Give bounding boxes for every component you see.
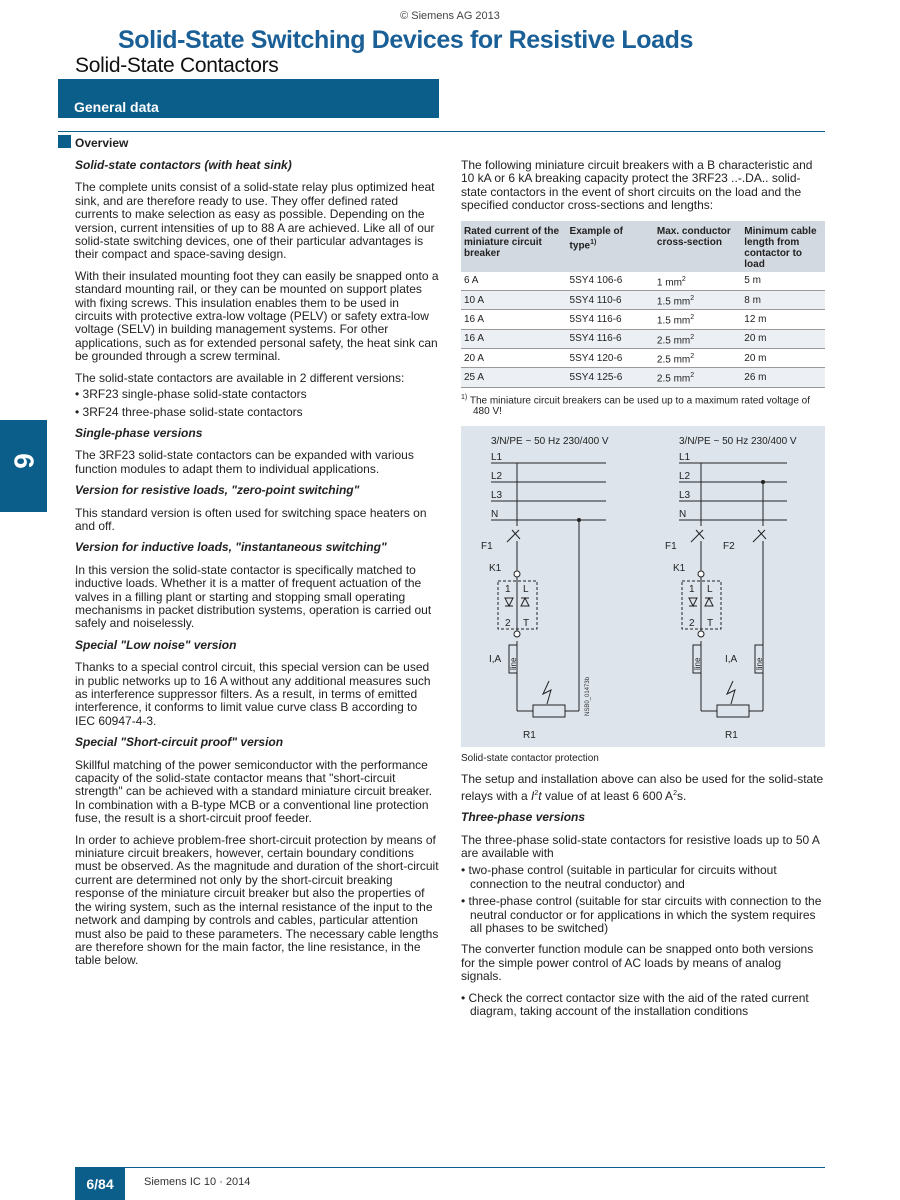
bus-label: L2	[491, 470, 503, 482]
resistor-label: R1	[523, 729, 536, 741]
bus-label: L1	[491, 451, 503, 463]
paragraph: Skillful matching of the power semiconductor with the performance capacity of the solid-state contactor means that "short-circuit strength" can be achieved with a standard miniature circuit breaker. In combination with a B-type MCB or a conventional line protection fuse, the result is a short-circuit proof feeder.	[75, 757, 433, 826]
heading-zero-point: Version for resistive loads, "zero-point switching"	[75, 483, 360, 498]
paragraph: The three-phase solid-state contactors for resistive loads up to 50 A are available with	[461, 832, 820, 860]
line-label: line	[755, 657, 764, 670]
control-label: I,A	[489, 653, 502, 665]
terminal-label: 1	[505, 583, 511, 595]
heading-heat-sink: Solid-state contactors (with heat sink)	[75, 158, 292, 172]
bullet-item: • three-phase control (suitable for star circuits with connection to the neutral conductor or for applications in which the system requires all phases to be switched)	[461, 894, 822, 935]
section-label: General data	[74, 99, 159, 115]
bullet-item: • Check the correct contactor size with the aid of the rated current diagram, taking account of the installation conditions	[461, 990, 809, 1019]
paragraph: The following miniature circuit breakers with a B characteristic and 10 kA or 6 kA breaking capacity protect the 3RF23 ..-.DA.. solid-state contactors in the event of short circuits on the load and the specified conductor cross-sections and lengths:	[461, 158, 813, 213]
diagram-caption: Solid-state contactor protection	[461, 752, 599, 764]
terminal-label: 2	[689, 617, 695, 629]
table-row: 16 A 5SY4 116-6 2.5 $mm^2$ 20 m	[461, 329, 825, 348]
bus-label: L3	[679, 489, 691, 501]
heading-low-noise: Special "Low noise" version	[75, 637, 237, 652]
page-title: Solid-State Switching Devices for Resistive Loads	[118, 26, 694, 54]
contactor-label: K1	[489, 562, 502, 574]
control-label: I,A	[725, 653, 738, 665]
drawing-code: NSB0_01473b	[585, 676, 591, 716]
circuit-diagram	[461, 426, 825, 747]
terminal-label: L	[523, 583, 529, 595]
overview-heading: Overview	[75, 136, 129, 150]
table-row: 10 A 5SY4 110-6 1.5 $mm^2$ 8 m	[461, 290, 825, 309]
table-header: Rated current of the miniature circuit breaker	[461, 221, 567, 272]
bus-label: L3	[491, 489, 503, 501]
table-header: Example of type$^{1)}$	[567, 221, 654, 272]
fuse-label: F1	[665, 540, 677, 552]
resistor-label: R1	[725, 729, 738, 741]
mcb-table	[461, 221, 825, 388]
left-column	[75, 159, 439, 976]
terminal-label: 2	[505, 617, 511, 629]
overview-marker	[58, 135, 71, 148]
copyright-notice: © Siemens AG 2013	[400, 10, 500, 22]
supply-label-left: 3/N/PE ~ 50 Hz 230/400 V	[491, 435, 609, 447]
table-row: 20 A 5SY4 120-6 2.5 $mm^2$ 20 m	[461, 348, 825, 367]
bus-label: L1	[679, 451, 691, 463]
terminal-label: T	[523, 617, 530, 629]
paragraph: With their insulated mounting foot they can easily be snapped onto a standard mounting rail, or they can be mounted on support plates with fixing screws. This insulation enables them to be used in circuits with protective extra-low voltage (PELV) or safety extra-low voltage (SELV) in building management systems. For other applications, such as for extended personal safety, the heat sink can be grounded through a screw terminal.	[75, 268, 439, 364]
bottom-divider	[75, 1167, 825, 1168]
heading-three-phase: Three-phase versions	[461, 810, 586, 825]
paragraph: The 3RF23 solid-state contactors can be expanded with various function modules to adapt them to individual applications.	[75, 448, 414, 476]
fuse-label: F1	[481, 540, 493, 552]
paragraph: In order to achieve problem-free short-circuit protection by means of miniature circuit breakers, however, certain boundary conditions must be observed. As the magnitude and duration of the short-circuit current are determined not only by the short-circuit breaking response of the miniature circuit breaker but also the properties of the wiring system, such as the internal resistance of the input to the network and damping by controls and cables, particular attention must also be paid to these parameters. The necessary cable lengths are therefore shown for the main factor, the line resistance, in the table below.	[75, 832, 439, 968]
terminal-label: 1	[689, 583, 695, 595]
paragraph: The complete units consist of a solid-state relay plus optimized heat sink, and are therefore ready to use. They offer defined rated currents to make selection as easy as possible. Depending on the version, current intensities of up to 88 A are achieved. Like all of our solid-state switching devices, one of their particular advantages is their compact and space-saving design.	[75, 180, 435, 262]
top-divider	[58, 131, 825, 132]
bus-label: N	[679, 508, 687, 520]
right-column	[461, 159, 825, 1022]
paragraph: The solid-state contactors are available in 2 different versions:	[75, 370, 405, 385]
table-header-row	[461, 221, 825, 272]
heading-short-circuit: Special "Short-circuit proof" version	[75, 735, 284, 750]
table-header: Minimum cable length from contactor to load	[741, 221, 825, 272]
paragraph: In this version the solid-state contactor is specifically matched to inductive loads. Whether it is a matter of frequent actuation of the valves in a filling plant or starting and stopping small operating mechanisms in packet distribution systems, operation is carried out safely and noiselessly.	[75, 562, 432, 631]
paragraph: This standard version is often used for switching space heaters on and off.	[75, 505, 427, 533]
bullet-item: • two-phase control (suitable in particular for circuits without connection to the neutral conductor) and	[461, 863, 777, 891]
table-row: 6 A 5SY4 106-6 1 $mm^2$ 5 m	[461, 272, 825, 291]
table-header: Max. conductor cross-section	[654, 221, 741, 272]
heading-instantaneous: Version for inductive loads, "instantaneous switching"	[75, 540, 387, 555]
table-row: 16 A 5SY4 116-6 1.5 $mm^2$ 12 m	[461, 310, 825, 329]
page-number: 6/84	[86, 1176, 114, 1192]
supply-label-right: 3/N/PE ~ 50 Hz 230/400 V	[679, 435, 797, 447]
paragraph: The setup and installation above can also be used for the solid-state relays with a $I^2t$ value of at least 6 600 $A^2s$.	[461, 772, 824, 803]
line-label: line	[509, 657, 518, 670]
contactor-label: K1	[673, 562, 686, 574]
chapter-tab-number: 6	[8, 453, 40, 469]
paragraph: The converter function module can be snapped onto both versions for the simple power control of AC loads by means of analog signals.	[461, 942, 814, 984]
table-footnote: $^{1)}$ The miniature circuit breakers can be used up to a maximum rated voltage of 480 V!	[461, 393, 811, 417]
bus-label: L2	[679, 470, 691, 482]
page-subtitle: Solid-State Contactors	[75, 54, 279, 77]
table-row: 25 A 5SY4 125-6 2.5 $mm^2$ 26 m	[461, 368, 825, 387]
catalog-reference: Siemens IC 10 · 2014	[144, 1176, 251, 1188]
fuse-label: F2	[723, 540, 735, 552]
paragraph: Thanks to a special control circuit, this special version can be used in public networks up to 16 A without any additional measures such as interference suppressor filters. As a result, in terms of emitted interference, it conforms to limit value curve class B according to IEC 60947-4-3.	[75, 660, 431, 728]
line-label: line	[693, 657, 702, 670]
terminal-label: L	[707, 583, 713, 595]
bullet-item: • 3RF24 three-phase solid-state contactors	[75, 404, 303, 419]
bus-label: N	[491, 508, 499, 520]
heading-single-phase: Single-phase versions	[75, 425, 203, 440]
bullet-item: • 3RF23 single-phase solid-state contactors	[75, 387, 307, 402]
terminal-label: T	[707, 617, 714, 629]
